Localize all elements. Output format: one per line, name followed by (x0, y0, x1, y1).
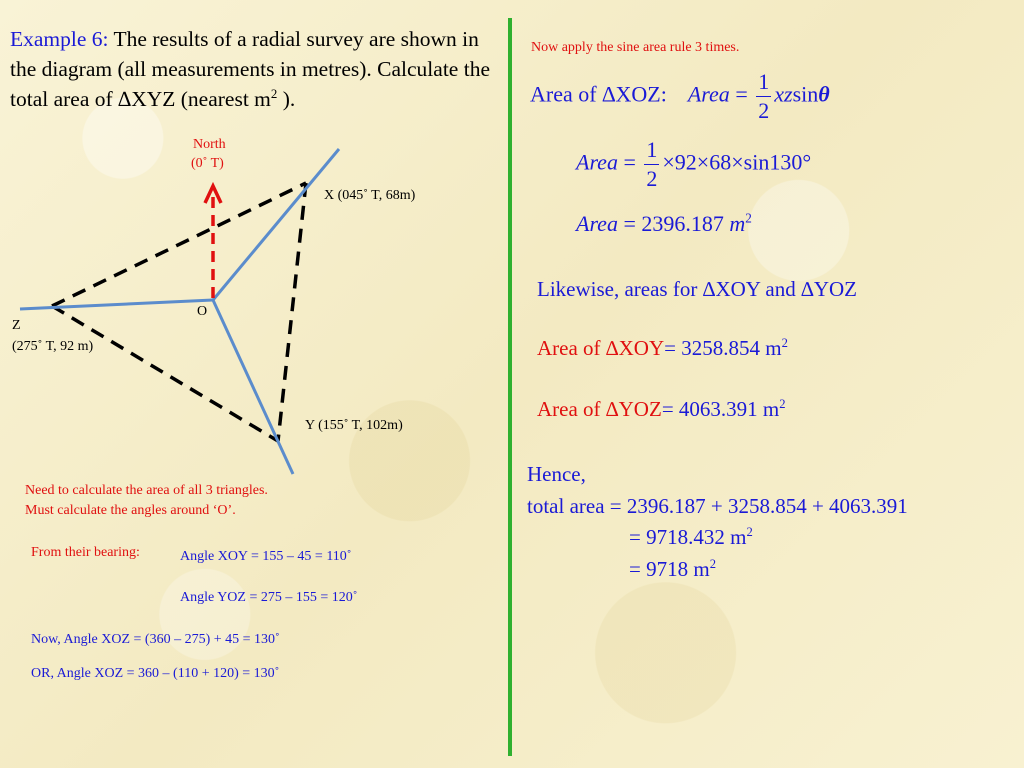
area-word: Area (687, 81, 730, 107)
times-sign: × (731, 149, 744, 175)
side-92: 92 (674, 149, 697, 175)
area-result (576, 211, 752, 237)
total-precise-sup: 2 (746, 525, 753, 539)
area-xoz-value: 2396.187 (641, 211, 724, 236)
radial-line-ox (213, 149, 339, 300)
equals-sign: = (735, 81, 748, 107)
example-label: Example 6 (10, 27, 103, 51)
sin-term: sin (792, 81, 819, 107)
unit-m: m (729, 211, 746, 236)
angle-xoy-line: Angle XOY = 155 – 45 = 110˚ (180, 549, 352, 564)
radial-line-oy (213, 300, 293, 474)
need-note-line1: Need to calculate the area of all 3 triangles. (25, 483, 268, 498)
area-xoy-value: = 3258.854 m (664, 336, 782, 360)
fraction-numerator: 1 (644, 136, 659, 165)
total-precise-value: = 9718.432 m (629, 525, 747, 549)
angle-yoz-line: Angle YOZ = 275 – 155 = 120˚ (180, 590, 358, 605)
need-note-line2: Must calculate the angles around ‘O’. (25, 503, 236, 518)
area-xoz-label: Area of ∆XOZ: (530, 81, 667, 107)
dashed-side-zy (52, 306, 278, 441)
equals-sign: = (623, 149, 636, 175)
north-bearing: (0˚ T) (191, 156, 224, 171)
fraction-denominator: 2 (758, 98, 770, 123)
total-eq-rounded (629, 557, 716, 582)
times-sign: × (696, 149, 710, 175)
total-eq-precise (629, 525, 753, 550)
area-word: Area (576, 149, 618, 175)
o-point-label: O (197, 304, 208, 319)
xz-term: xz (774, 81, 793, 107)
radial-line-oz (20, 300, 213, 309)
area-xoy-line (537, 336, 788, 361)
likewise-line: Likewise, areas for ∆XOY and ∆YOZ (537, 277, 857, 301)
angle-xoz-line2: OR, Angle XOZ = 360 – (110 + 120) = 130˚ (31, 666, 280, 681)
area-formula-substituted (576, 136, 811, 193)
unit-sup: 2 (745, 210, 752, 226)
problem-text: The results of a radial survey are shown in the diagram (all measurements in metres). Calculate the total area of ∆XYZ (nearest m (10, 27, 490, 111)
z-point-bearing: (275˚ T, 92 m) (12, 339, 94, 354)
total-area-line: total area = 2396.187 + 3258.854 + 4063.391 (527, 494, 908, 518)
from-bearing-note: From their bearing: (31, 545, 140, 560)
vertical-divider (508, 18, 512, 756)
times-sign: × (662, 149, 675, 175)
fraction-denominator: 2 (646, 166, 658, 191)
area-word: Area (576, 211, 618, 236)
sin-130: sin130° (743, 149, 812, 175)
half-fraction (756, 68, 771, 125)
radial-survey-diagram (0, 0, 510, 768)
problem-end: ). (277, 87, 296, 111)
z-point-label: Z (12, 318, 21, 333)
hence-line: Hence, (527, 462, 586, 486)
side-68: 68 (709, 149, 732, 175)
area-xoy-sup: 2 (781, 336, 788, 350)
area-yoz-label: Area of ∆YOZ (537, 397, 662, 421)
total-rounded-value: = 9718 m (629, 557, 710, 581)
area-yoz-sup: 2 (779, 397, 786, 411)
fraction-numerator: 1 (756, 68, 771, 97)
north-label: North (193, 137, 226, 152)
y-point-label: Y (155˚ T, 102m) (305, 418, 403, 433)
x-point-label: X (045˚ T, 68m) (324, 188, 416, 203)
problem-sup: 2 (270, 86, 278, 101)
half-fraction (644, 136, 659, 193)
example-colon: : (102, 27, 109, 51)
area-xoy-label: Area of ∆XOY (537, 336, 665, 360)
angle-xoz-line1: Now, Angle XOZ = (360 – 275) + 45 = 130˚ (31, 632, 280, 647)
area-yoz-line (537, 397, 786, 422)
total-rounded-sup: 2 (709, 557, 716, 571)
theta-symbol: θ (818, 81, 830, 107)
equals-sign: = (623, 211, 636, 236)
apply-rule-note: Now apply the sine area rule 3 times. (531, 40, 740, 55)
area-formula-general (530, 68, 830, 125)
dashed-side-zx (52, 183, 306, 306)
area-yoz-value: = 4063.391 m (661, 397, 780, 421)
dashed-side-xy (278, 183, 306, 441)
